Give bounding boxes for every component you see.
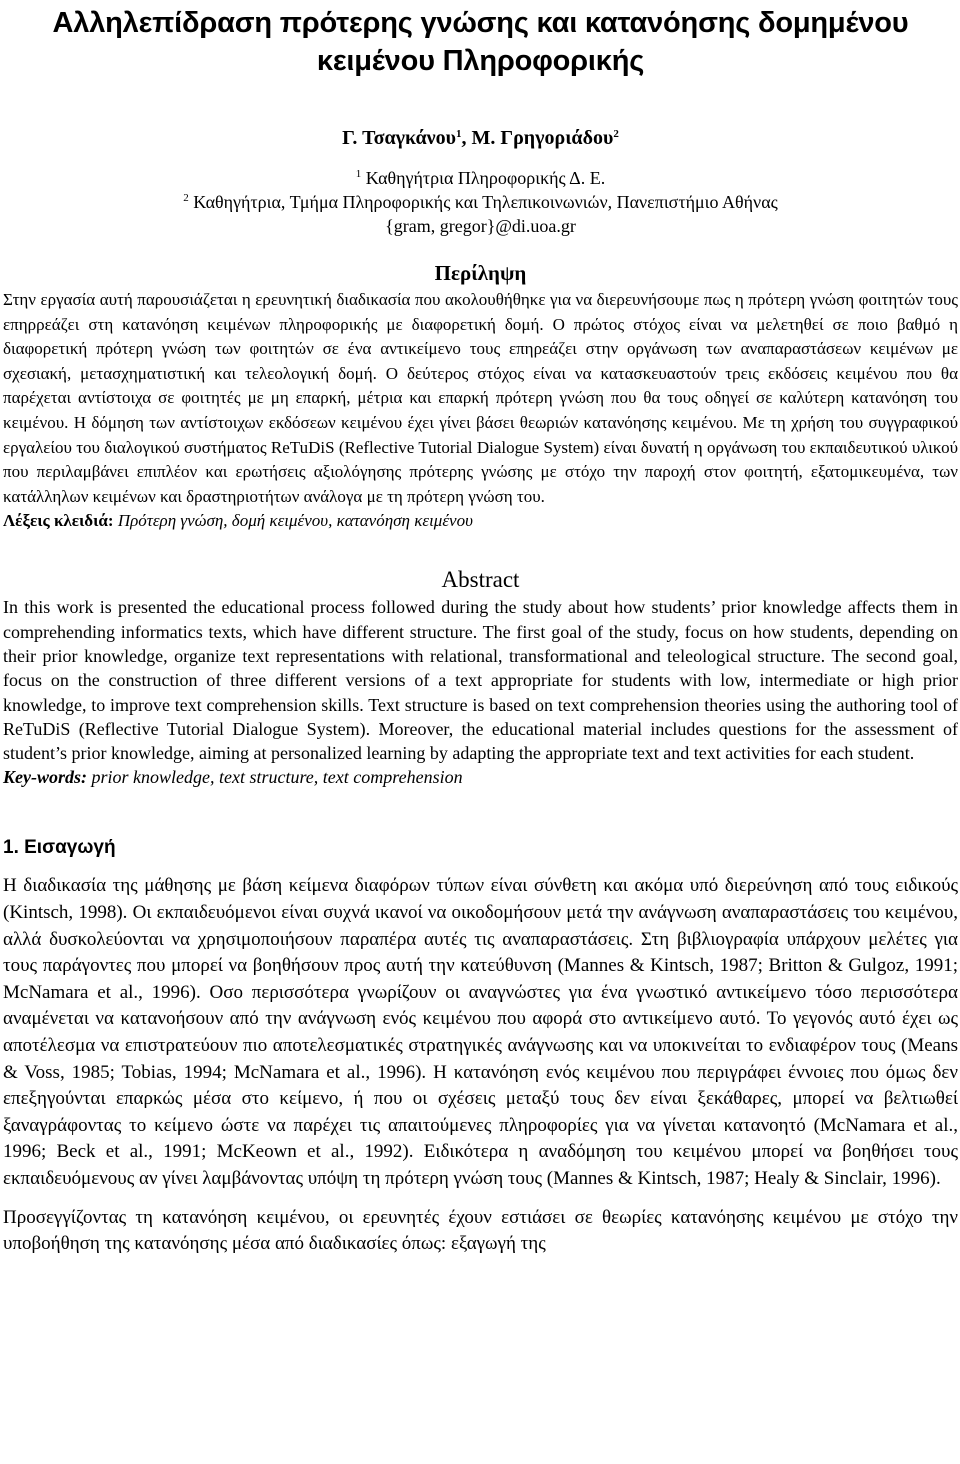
abstract-greek-text: Στην εργασία αυτή παρουσιάζεται η ερευνητική διαδικασία που ακολουθήθηκε για να διερευνήσουμε πως η πρότερη γνώση φοιτητών τους επηρρεάζει στη κατανόηση κειμένων πληροφορικής με διαφορετική δομή. Ο πρώτος στόχος είναι να μελετηθεί σε ποιο βαθμό η διαφορετική πρότερη γνώση των φοιτητών σε ένα αντικείμενο τους επηρεάζει στην οργάνωση των αναπαραστάσεων κειμένων με σχεσιακή, μετασχηματιστική και τελεολογική δομή. Ο δεύτερος στόχος είναι να κατασκευαστούν τρεις εκδόσεις κειμένου που θα παρέχεται αντίστοιχα σε φοιτητές με μη επαρκή, μέτρια και επαρκή πρότερη γνώση που θα τους οδηγεί σε καλύτερη κατανόηση του κειμένου. Η δόμηση των αντίστοιχων εκδόσεων κειμένου έχει γίνει βάσει θεωριών κατανόησης κειμένου. Με τη χρήση του συγγραφικού εργαλείου του διαλογικού συστήματος ReTuDiS (Reflective Tutorial Dialogue System) είναι δυνατή η οργάνωση του εκπαιδευτικού υλικού που περιλαμβάνει επιπλέον και ερωτήσεις αξιολόγησης πρότερης γνώσης με στόχο την παροχή στον φοιτητή, εξατομικευμένα, των κατάλληλων κειμένων και δραστηριοτήτων ανάλογα με τη πρότερη γνώση του. (3, 290, 958, 506)
author-line: Γ. Τσαγκάνου$^1$, Μ. Γρηγοριάδου$^2$ (342, 127, 619, 149)
paper-page (3, 0, 958, 1258)
abstract-english-heading: Abstract (441, 567, 520, 593)
keywords-greek-label: Λέξεις κλειδιά: (3, 511, 114, 531)
section-1-paragraph-1: Η διαδικασία της μάθησης με βάση κείμενα διαφόρων τύπων είναι σύνθετη και ακόμα υπό διερεύνηση από τους ειδικούς (Kintsch, 1998). Οι εκπαιδευόμενοι είναι συχνά ικανοί να οικοδομήσουν μετά την ανάγνωση αναπαραστάσεις του κειμένου, αλλά δυσκολεύονται να χρησιμοποιήσουν παραπέρα αυτές τις αναπαραστάσεις. Στη βιβλιογραφία υπάρχουν μελέτες για τους παράγοντες που μπορεί να βοηθήσουν προς αυτή την κατεύθυνση (Mannes & Kintsch, 1987; Britton & Gulgoz, 1991; McNamara et al., 1996). Οσο περισσότερα γνωρίζουν οι αναγνώστες για ένα γνωστικό αντικείμενο τόσο περισσότερα αναμένεται να κατανοήσουν από την ανάγνωση ενός κειμένου που αφορά στο αντικείμενο αυτό. Το γεγονός αυτό έχει ως αποτέλεσμα να επιστρατεύουν πιο αποτελεσματικές στρατηγικές ανάγνωσης και να υποκινείται το ενδιαφέρον τους (Means & Voss, 1985; Tobias, 1994; McNamara et al., 1996). Η κατανόηση ενός κειμένου που περιγράφει έννοιες που όμως δεν επεξηγούνται επαρκώς μέσα στο κείμενο, ή που οι σχέσεις μεταξύ τους δεν είναι ξεκάθαρες, μπορεί να βελτιωθεί ξαναγράφοντας το κείμενο ώστε να παρέχει τις απαιτούμενες πληροφορίες για να γίνεται κατανοητό (McNamara et al., 1996; Beck et al., 1991; McKeown et al., 1992). Ειδικότερα η αναδόμηση του κειμένου μπορεί να βοηθήσει τους εκπαιδευόμενους αν γίνει λαμβάνοντας υπόψη τη πρότερη γνώση τους (Mannes & Kintsch, 1987; Healy & Sinclair, 1996). (3, 875, 958, 1189)
keywords-greek-values: Πρότερη γνώση, δομή κειμένου, κατανόηση κειμένου (117, 511, 473, 531)
keywords-english-values: prior knowledge, text structure, text comprehension (91, 767, 463, 788)
abstract-english-text: In this work is presented the educational process followed during the study about how students’ prior knowledge affects them in comprehending informatics texts, which have different structure. The first goal of the study, focus on how students, depending on their prior knowledge, organize text representations with relational, transformational and teleological structure. The second goal, focus on the construction of three different versions of a text appropriate for students with low, intermediate or high prior knowledge, to improve text comprehension skills. Text structure is based on text comprehension theories using the authoring tool of ReTuDiS (Reflective Tutorial Dialogue System). Moreover, the educational material includes questions for the assessment of student’s prior knowledge, aiming at personalized learning by adapting the appropriate text and text activities for each student. (3, 597, 958, 764)
keywords-english (3, 765, 958, 789)
abstract-greek-heading: Περίληψη (434, 261, 527, 285)
affiliations (3, 166, 958, 238)
affiliation-1: $^1$ Καθηγήτρια Πληροφορικής Δ. Ε. (355, 168, 606, 188)
paper-title: Αλληλεπίδραση πρότερης γνώσης και κατανόησης δομημένου κειμένου Πληροφορικής (52, 7, 909, 77)
author-1-affil-mark: 1 (456, 128, 462, 140)
author-1: Γ. Τσαγκάνου (342, 127, 456, 149)
author-email: {gram, gregor}@di.uoa.gr (385, 216, 576, 236)
keywords-english-label: Key-words: (3, 767, 87, 788)
keywords-greek (3, 509, 958, 533)
author-2: Μ. Γρηγοριάδου (471, 127, 614, 149)
author-2-affil-mark: 2 (613, 128, 619, 140)
section-1-heading: 1. Εισαγωγή (3, 837, 116, 859)
affiliation-2: $^2$ Καθηγήτρια, Τμήμα Πληροφορικής και Τηλεπικοινωνιών, Πανεπιστήμιο Αθήνας (183, 192, 778, 212)
section-1-paragraph-2: Προσεγγίζοντας τη κατανόηση κειμένου, οι ερευνητές έχουν εστιάσει σε θεωρίες κατανόησης κειμένου με στόχο την υποβοήθηση της κατανόησης μέσα από διαδικασίες όπως: εξαγωγή της (3, 1206, 958, 1255)
